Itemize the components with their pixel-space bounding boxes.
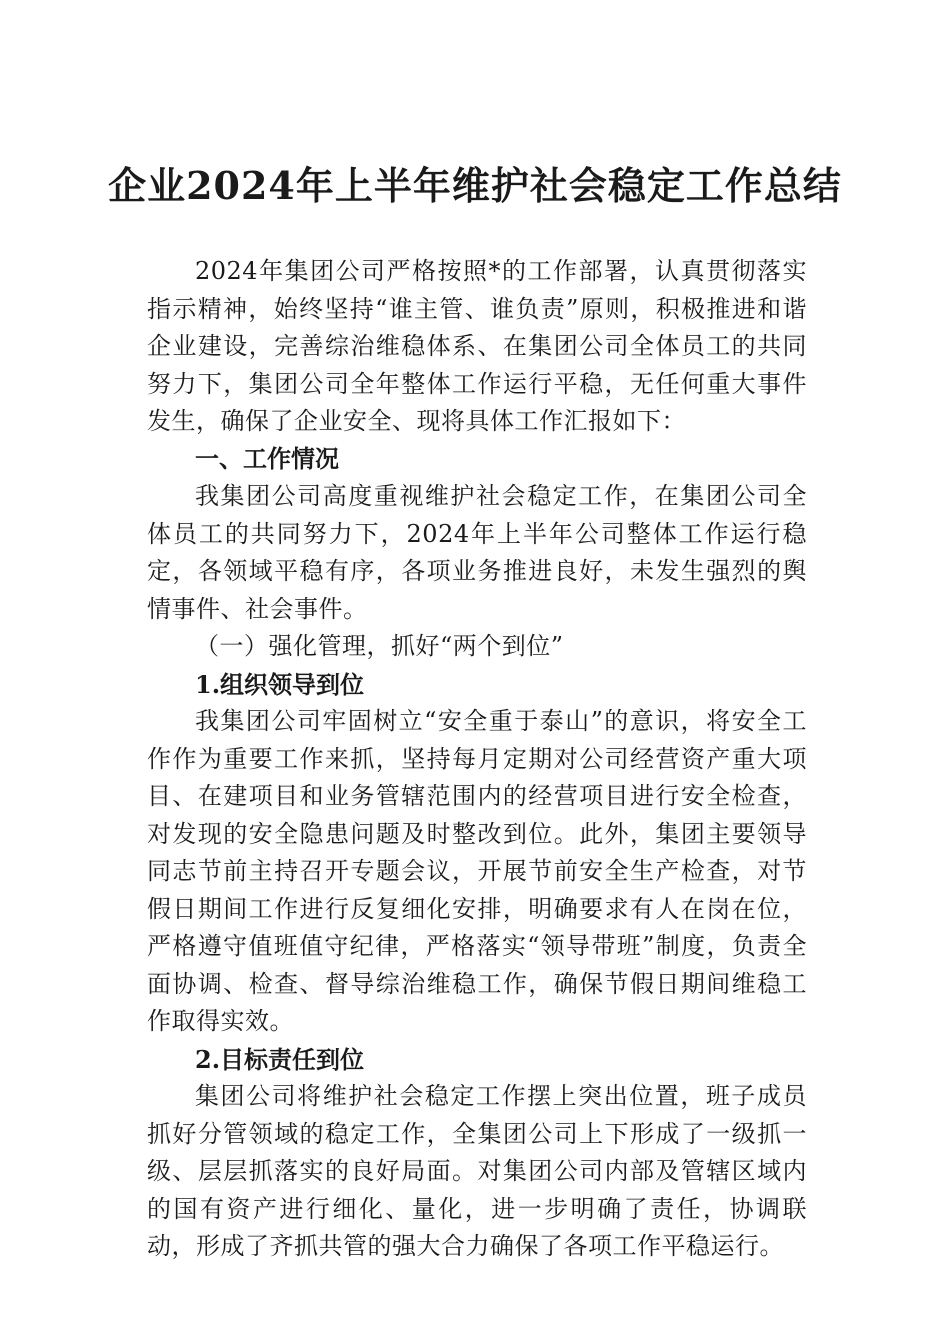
responsibility-paragraph: 集团公司将维护社会稳定工作摆上突出位置，班子成员抓好分管领域的稳定工作，全集团公司上下形成了一级抓一级、层层抓落实的良好局面。对集团公司内部及管辖区域内的国有资产进行细化、量化，进一步明确了责任，协调联动，形成了齐抓共管的强大合力确保了各项工作平稳运行。 xyxy=(147,1082,807,1260)
section-heading-work-situation: 一、工作情况 xyxy=(195,444,339,473)
document-title: 企业2024年上半年维护社会稳定工作总结 xyxy=(108,163,842,208)
leadership-paragraph: 我集团公司牢固树立“安全重于泰山”的意识，将安全工作作为重要工作来抓，坚持每月定期对公司经营资产重大项目、在建项目和业务管辖范围内的经营项目进行安全检查，对发现的安全隐患问题及时整改到位。此外，集团主要领导同志节前主持召开专题会议，开展节前安全生产检查，对节假日期间工作进行反复细化安排，明确要求有人在岗在位，严格遵守值班值守纪律，严格落实“领导带班”制度，负责全面协调、检查、督导综治维稳工作，确保节假日期间维稳工作取得实效。 xyxy=(147,707,807,1035)
document-body xyxy=(147,253,807,1266)
intro-paragraph: 2024年集团公司严格按照*的工作部署，认真贯彻落实指示精神，始终坚持“谁主管、谁负责”原则，积极推进和谐企业建设，完善综治维稳体系、在集团公司全体员工的共同努力下，集团公司全年整体工作运行平稳，无任何重大事件发生，确保了企业安全、现将具体工作汇报如下： xyxy=(147,257,807,435)
subsection-heading-strengthen-management: （一）强化管理，抓好“两个到位” xyxy=(195,632,564,660)
work-situation-paragraph: 我集团公司高度重视维护社会稳定工作，在集团公司全体员工的共同努力下，2024年上半年公司整体工作运行稳定，各领域平稳有序，各项业务推进良好，未发生强烈的舆情事件、社会事件。 xyxy=(147,482,807,623)
item-heading-leadership: 1.组织领导到位 xyxy=(195,669,365,699)
item-heading-responsibility: 2.目标责任到位 xyxy=(195,1044,365,1074)
